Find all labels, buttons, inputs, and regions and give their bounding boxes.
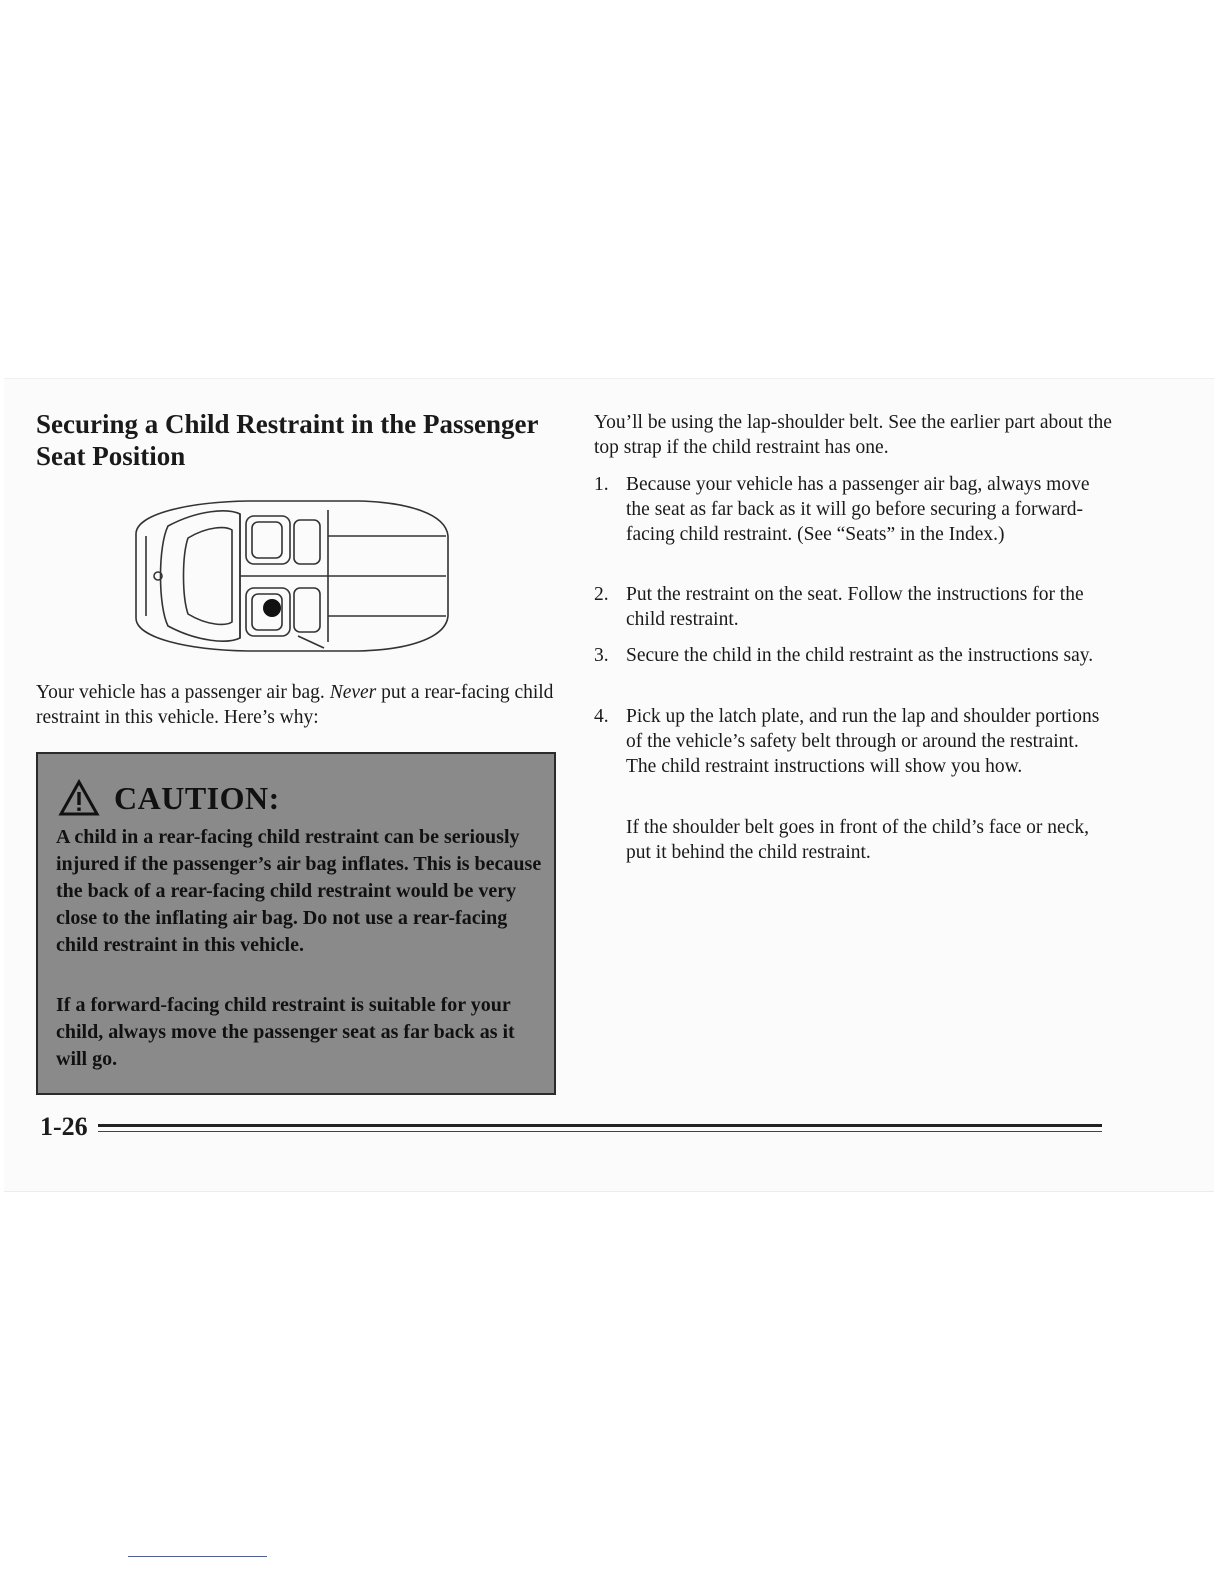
car-top-view-illustration (128, 496, 454, 656)
step-number: 3. (594, 645, 609, 666)
intro-paragraph (36, 680, 556, 730)
list-item (594, 582, 1114, 632)
caution-paragraph-1: A child in a rear-facing child restraint can be seriously injured if the passenger’s air bag inflates. This is because the back of a rear-facing child restraint would be very close to the inflating air bag. Do not use a rear-facing child restraint in this vehicle. (56, 826, 542, 956)
intro-text-before: Your vehicle has a passenger air bag. (36, 682, 330, 703)
caution-title: CAUTION: (114, 779, 280, 816)
warning-triangle-icon (58, 779, 100, 817)
intro-text-after: put a rear-facing child restraint in this vehicle. Here’s why: (36, 682, 554, 728)
caution-header (58, 778, 280, 818)
step-number: 4. (594, 706, 609, 727)
step-text: Because your vehicle has a passenger air bag, always move the seat as far back as it will go before securing a forward-facing child restraint. (See “Seats” in the Index.) (626, 474, 1090, 545)
step-number: 1. (594, 474, 609, 495)
list-item (594, 472, 1114, 547)
step-text: Secure the child in the child restraint as the instructions say. (626, 645, 1094, 666)
intro-emphasis: Never (329, 682, 377, 703)
step-text: Pick up the latch plate, and run the lap and shoulder portions of the vehicle’s safety belt through or around the restraint. The child restraint instructions will show you how. (626, 706, 1100, 777)
step-note: If the shoulder belt goes in front of the child’s face or neck, put it behind the child restraint. (626, 817, 1089, 863)
section-heading: Securing a Child Restraint in the Passenger Seat Position (36, 409, 539, 471)
caution-paragraph-2: If a forward-facing child restraint is suitable for your child, always move the passenger seat as far back as it will go. (56, 994, 515, 1070)
right-intro-paragraph: You’ll be using the lap-shoulder belt. See the earlier part about the top strap if the child restraint has one. (594, 412, 1112, 458)
step-text: Put the restraint on the seat. Follow the instructions for the child restraint. (626, 584, 1084, 630)
page-number: 1-26 (40, 1112, 88, 1141)
step-number: 2. (594, 584, 609, 605)
footer-rule-thin (98, 1131, 1102, 1132)
bottom-link-underline (128, 1556, 267, 1557)
footer-rule (98, 1124, 1102, 1127)
list-item (594, 643, 1114, 668)
caution-box (36, 752, 556, 1095)
list-item (594, 704, 1114, 779)
